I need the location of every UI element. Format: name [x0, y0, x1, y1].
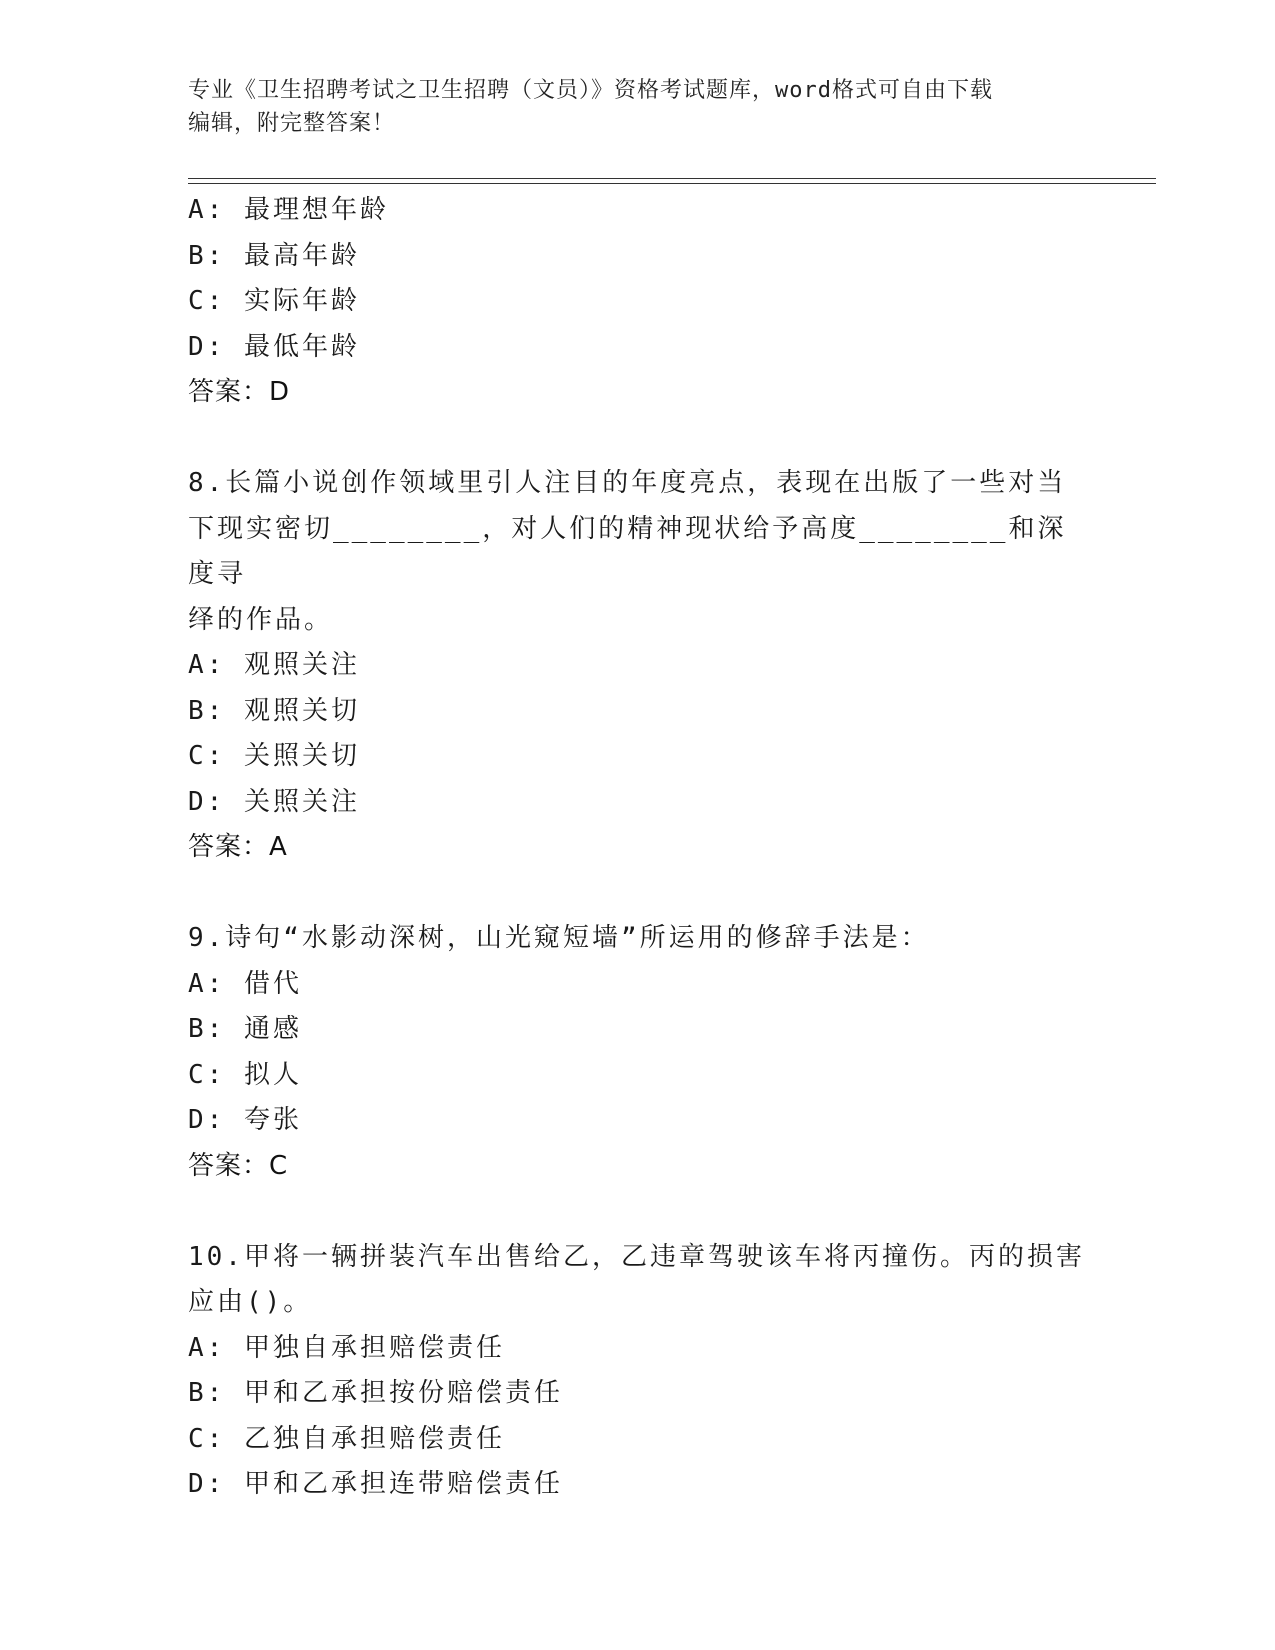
question-list	[188, 188, 1088, 1508]
question-spacer	[188, 416, 1088, 462]
option-d: D: 夸张	[188, 1105, 302, 1135]
question-stem-line: 10.甲将一辆拼装汽车出售给乙，乙违章驾驶该车将丙撞伤。丙的损害	[188, 1241, 1085, 1272]
answer-line: 答案：C	[188, 1150, 289, 1181]
question-7	[188, 188, 1088, 416]
answer-line: 答案：A	[188, 832, 288, 862]
header-line-1: 专业《卫生招聘考试之卫生招聘（文员）》资格考试题库，word格式可自由下载	[188, 78, 993, 103]
question-stem-line: 8.长篇小说创作领域里引人注目的年度亮点，表现在出版了一些对当	[188, 468, 1067, 498]
option-a: A: 甲独自承担赔偿责任	[188, 1332, 505, 1363]
option-c: C: 实际年龄	[188, 286, 360, 316]
question-stem-line: 绎的作品。	[188, 604, 334, 635]
question-10	[188, 1235, 1088, 1508]
question-spacer	[188, 871, 1088, 917]
header-divider-top	[188, 178, 1156, 179]
document-header	[188, 74, 1088, 140]
option-d: D: 关照关注	[188, 786, 360, 817]
question-stem-line: 应由()。	[188, 1287, 313, 1317]
option-c: C: 关照关切	[188, 741, 360, 771]
question-stem-line: 下现实密切________，对人们的精神现状给予高度________和深度寻	[188, 513, 1067, 589]
header-divider-bottom	[188, 183, 1156, 184]
option-c: C: 乙独自承担赔偿责任	[188, 1423, 505, 1454]
question-spacer	[188, 1189, 1088, 1235]
option-a: A: 最理想年龄	[188, 195, 389, 225]
option-a: A: 观照关注	[188, 650, 360, 680]
answer-line: 答案：D	[188, 377, 291, 407]
question-stem-line: 9.诗句“水影动深树，山光窥短墙”所运用的修辞手法是：	[188, 923, 930, 953]
header-line-2: 编辑，附完整答案！	[188, 111, 396, 136]
option-d: D: 甲和乙承担连带赔偿责任	[188, 1469, 563, 1499]
option-c: C: 拟人	[188, 1059, 302, 1090]
option-b: B: 观照关切	[188, 695, 360, 726]
option-a: A: 借代	[188, 968, 302, 999]
question-8	[188, 461, 1088, 871]
option-b: B: 通感	[188, 1014, 302, 1044]
option-b: B: 最高年龄	[188, 240, 360, 271]
option-b: B: 甲和乙承担按份赔偿责任	[188, 1378, 563, 1408]
question-9	[188, 916, 1088, 1189]
option-d: D: 最低年龄	[188, 331, 360, 362]
